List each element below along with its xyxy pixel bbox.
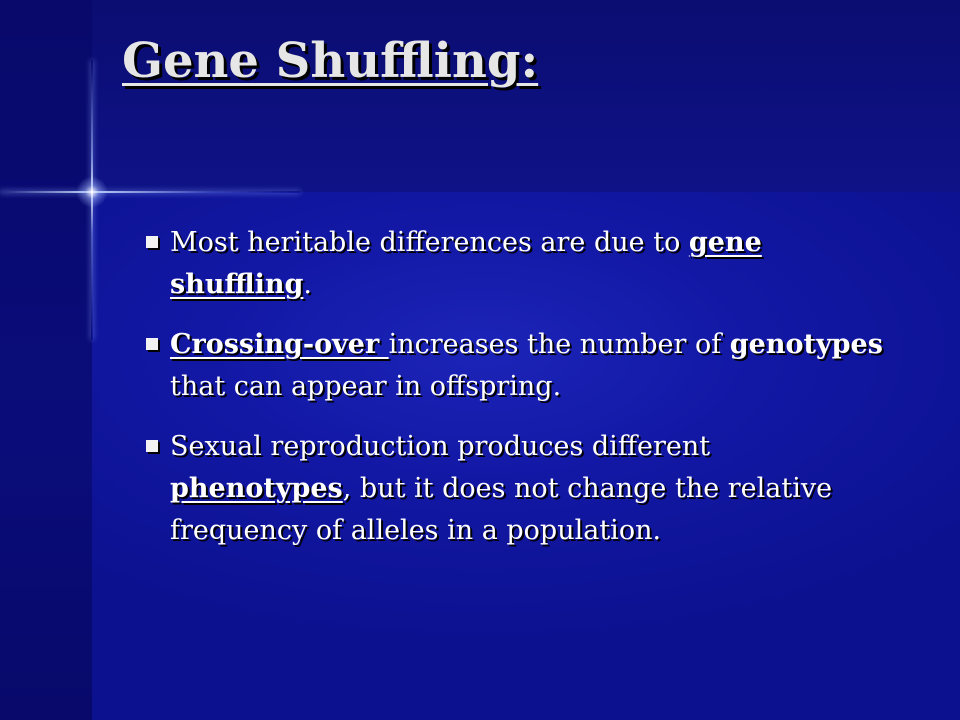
term-crossing-over: Crossing-over (170, 329, 389, 360)
bullet-text: , but it does not change the relative frequency of alleles in a population. (170, 473, 833, 546)
bullet-text: increases the number of (388, 329, 730, 360)
term-gene-shuffling: gene shuffling (170, 227, 762, 300)
bullet-text: that can appear in offspring. (170, 371, 562, 402)
bullet-text: . (303, 269, 312, 300)
bullet-list (146, 222, 886, 570)
decorative-sparkle-icon (76, 176, 108, 208)
term-phenotypes: phenotypes (170, 473, 343, 504)
background-top-band (92, 0, 960, 192)
decorative-horizontal-glow-line (0, 191, 300, 193)
bullet-item (146, 222, 886, 306)
bullet-item (146, 324, 886, 408)
term-genotypes: genotypes (729, 329, 883, 360)
bullet-text: Sexual reproduction produces different (170, 431, 711, 462)
slide-title: Gene Shuffling: (122, 33, 539, 89)
bullet-text: Most heritable differences are due to (170, 227, 689, 258)
background-left-strip (0, 0, 92, 720)
bullet-item (146, 426, 886, 552)
